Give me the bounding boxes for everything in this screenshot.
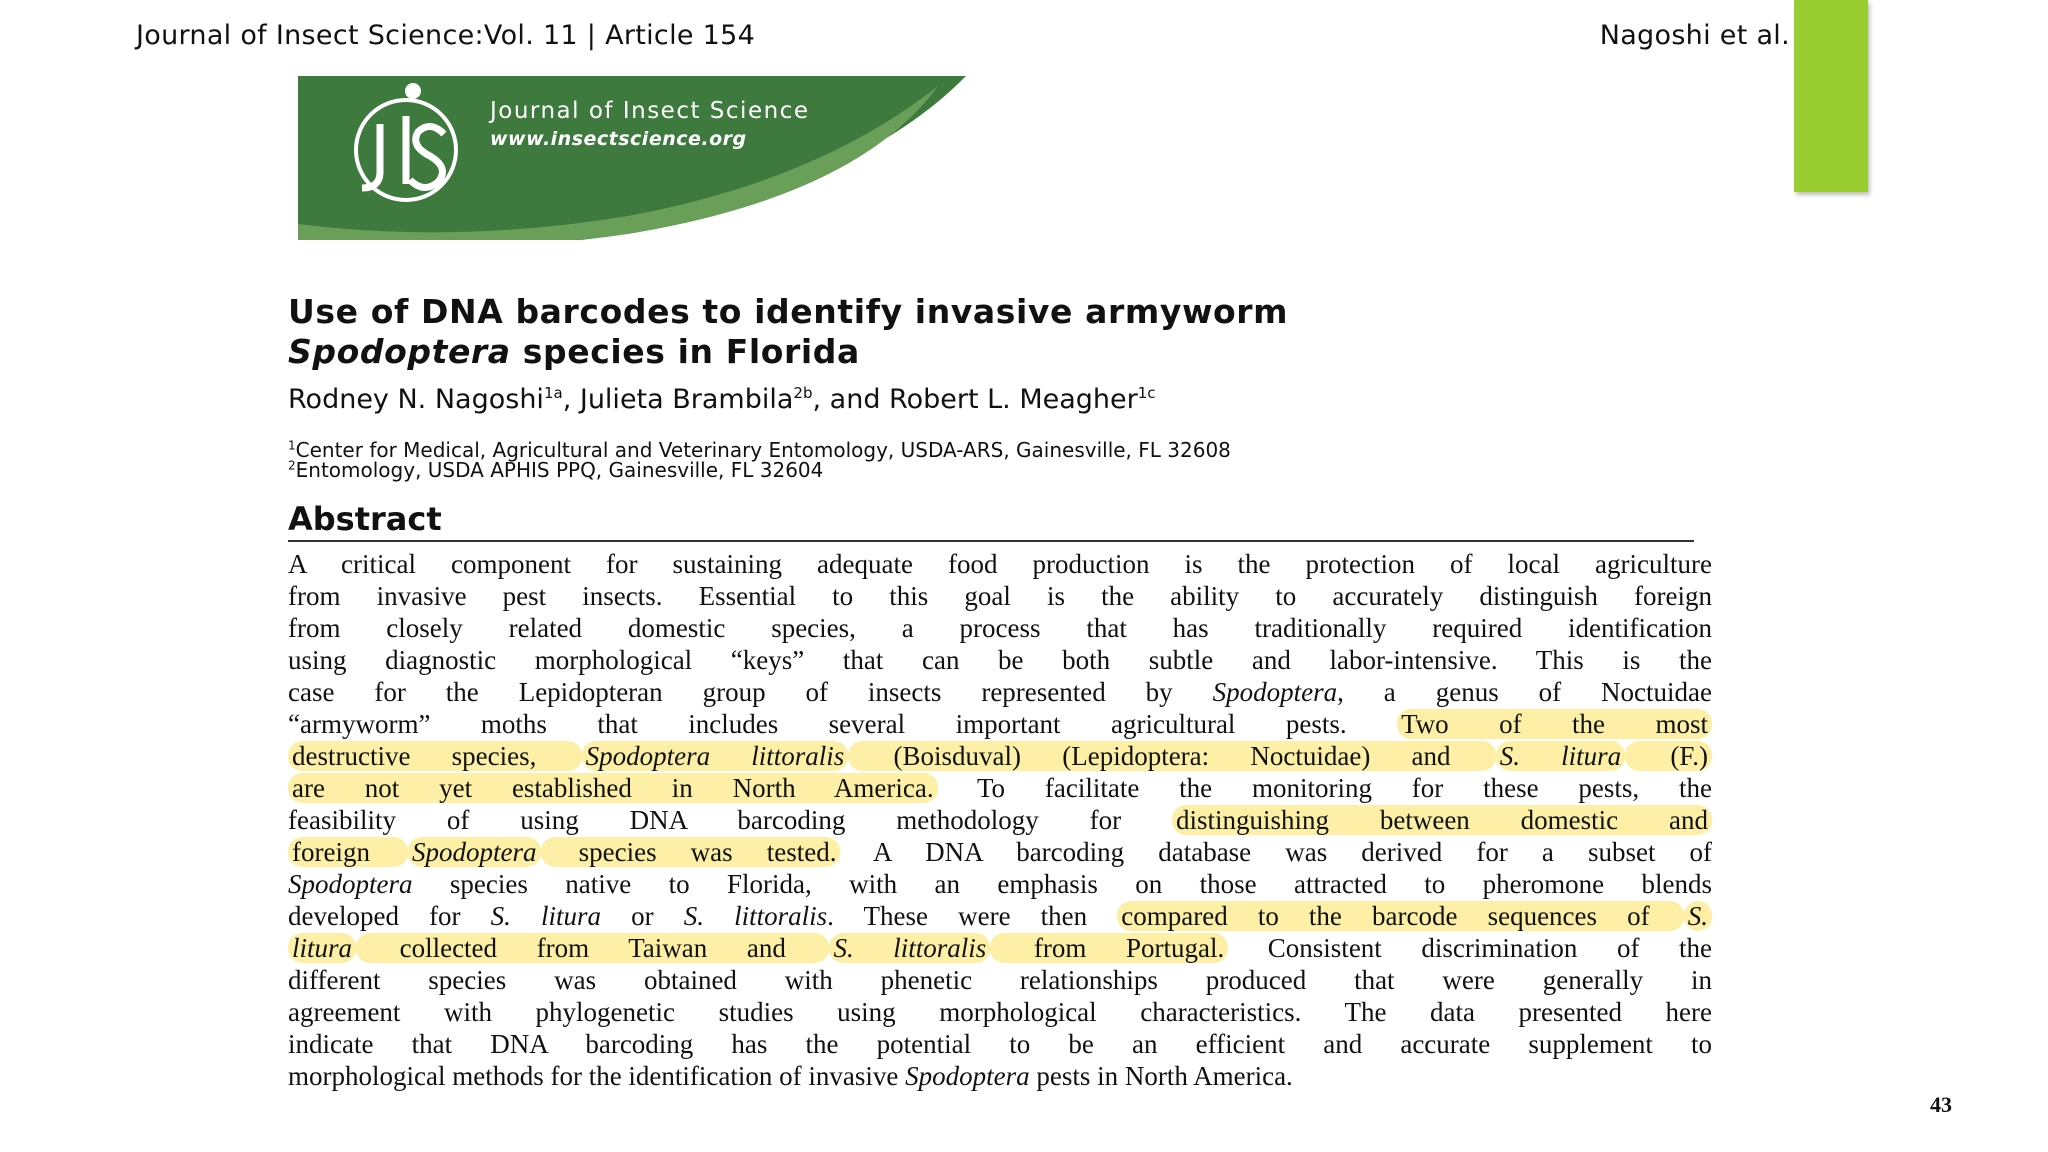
abstract-line xyxy=(288,932,1712,964)
author-separator: , xyxy=(562,384,580,415)
abstract-line xyxy=(288,580,1712,612)
section-divider xyxy=(288,540,1694,542)
highlighted-text: foreign xyxy=(288,837,408,867)
abstract-line xyxy=(288,740,1712,772)
highlighted-text: collected from Taiwan and xyxy=(356,933,829,963)
highlighted-text: compared to the barcode sequences of xyxy=(1117,901,1683,931)
abstract-text: , a genus of Noctuidae xyxy=(1337,677,1713,707)
journal-logo-banner xyxy=(298,76,966,240)
abstract-text: A DNA barcoding database was derived for a subset of xyxy=(840,837,1713,867)
abstract-line xyxy=(288,548,1712,580)
abstract-body xyxy=(288,548,1712,1092)
author-affil-mark: 1a xyxy=(543,384,563,402)
slide-number: 43 xyxy=(1930,1092,1952,1117)
affiliation xyxy=(288,458,823,482)
highlighted-text: species was tested. xyxy=(541,837,841,867)
abstract-text: indicate that DNA barcoding has the potential to be an efficient and accurate supplement to xyxy=(288,1029,1712,1059)
abstract-text: Spodoptera xyxy=(288,869,413,899)
abstract-text: or xyxy=(601,901,684,931)
highlighted-text: S. litura xyxy=(1496,741,1625,771)
abstract-line xyxy=(288,644,1712,676)
paper-title-line1: Use of DNA barcodes to identify invasive armyworm xyxy=(288,292,1289,331)
abstract-line xyxy=(288,804,1712,836)
highlighted-text: are not yet established in North America. xyxy=(288,773,938,803)
abstract-line xyxy=(288,868,1712,900)
abstract-text: pests in North America. xyxy=(1029,1061,1293,1091)
abstract-line xyxy=(288,900,1712,932)
paper-title-rest: species in Florida xyxy=(510,332,860,371)
abstract-line xyxy=(288,1028,1712,1060)
abstract-text: different species was obtained with phenetic relationships produced that were generally in xyxy=(288,965,1712,995)
highlighted-text: distinguishing between domestic and xyxy=(1172,805,1712,835)
author-list xyxy=(288,384,1156,415)
abstract-text: Spodoptera xyxy=(905,1061,1030,1091)
highlighted-text: Two of the most xyxy=(1397,709,1712,739)
author-name: Robert L. Meagher xyxy=(889,384,1138,415)
abstract-line xyxy=(288,708,1712,740)
highlighted-text: from Portugal. xyxy=(990,933,1228,963)
abstract-line xyxy=(288,836,1712,868)
abstract-line xyxy=(288,996,1712,1028)
highlighted-text: (Boisduval) (Lepidoptera: Noctuidae) and xyxy=(848,741,1495,771)
abstract-text: . These were then xyxy=(827,901,1118,931)
abstract-text: agreement with phylogenetic studies using morphological characteristics. The data presented here xyxy=(288,997,1712,1027)
abstract-text: feasibility of using DNA barcoding methodology for xyxy=(288,805,1172,835)
abstract-text: developed for xyxy=(288,901,491,931)
abstract-text: case for the Lepidopteran group of insects represented by xyxy=(288,677,1213,707)
abstract-text: species native to Florida, with an emphasis on those attracted to pheromone blends xyxy=(412,869,1712,899)
highlighted-text: Spodoptera xyxy=(408,837,541,867)
abstract-text: from invasive pest insects. Essential to this goal is the ability to accurately distinguish foreign xyxy=(288,581,1712,611)
abstract-line xyxy=(288,772,1712,804)
author-name: Julieta Brambila xyxy=(579,384,794,415)
abstract-text: To facilitate the monitoring for these pests, the xyxy=(937,773,1712,803)
abstract-line xyxy=(288,676,1712,708)
author-name: Rodney N. Nagoshi xyxy=(288,384,544,415)
affiliation-mark: 1 xyxy=(288,438,296,453)
abstract-text: S. littoralis xyxy=(683,901,828,931)
abstract-text: S. litura xyxy=(490,901,602,931)
author-affil-mark: 1c xyxy=(1137,384,1156,402)
author-separator: , and xyxy=(812,384,890,415)
abstract-heading: Abstract xyxy=(288,500,442,538)
abstract-line xyxy=(288,964,1712,996)
highlighted-text: Spodoptera littoralis xyxy=(582,741,849,771)
abstract-text: using diagnostic morphological “keys” that can be both subtle and labor-intensive. This is the xyxy=(288,645,1712,675)
affiliation-mark: 2 xyxy=(288,458,296,473)
paper-title-line2 xyxy=(288,332,1538,372)
abstract-line xyxy=(288,612,1712,644)
abstract-text: Consistent discrimination of the xyxy=(1228,933,1712,963)
paper-title-genus: Spodoptera xyxy=(288,332,511,371)
highlighted-text: litura xyxy=(288,933,356,963)
abstract-text: Spodoptera xyxy=(1212,677,1338,707)
logo-journal-name: Journal of Insect Science xyxy=(490,98,810,124)
journal-running-head: Journal of Insect Science:Vol. 11 | Article 154 xyxy=(136,20,756,51)
abstract-text: morphological methods for the identification of invasive xyxy=(288,1061,906,1091)
accent-bar xyxy=(1794,0,1868,192)
affiliation-text: Center for Medical, Agricultural and Veterinary Entomology, USDA-ARS, Gainesville, FL 32608 xyxy=(295,438,1231,462)
highlighted-text: S. littoralis xyxy=(829,933,990,963)
author-affil-mark: 2b xyxy=(793,384,813,402)
affiliation-text: Entomology, USDA APHIS PPQ, Gainesville, FL 32604 xyxy=(295,458,824,482)
highlighted-text: destructive species, xyxy=(288,741,582,771)
highlighted-text: (F.) xyxy=(1625,741,1712,771)
abstract-text: from closely related domestic species, a process that has traditionally required identification xyxy=(288,613,1712,643)
abstract-text: A critical component for sustaining adequate food production is the protection of local agriculture xyxy=(288,549,1712,579)
logo-url: www.insectscience.org xyxy=(490,128,747,150)
abstract-text: “armyworm” moths that includes several important agricultural pests. xyxy=(288,709,1398,739)
author-running-head: Nagoshi et al. xyxy=(1599,20,1790,51)
highlighted-text: S. xyxy=(1684,901,1712,931)
abstract-line xyxy=(288,1060,1712,1092)
paper-title xyxy=(288,292,1538,372)
